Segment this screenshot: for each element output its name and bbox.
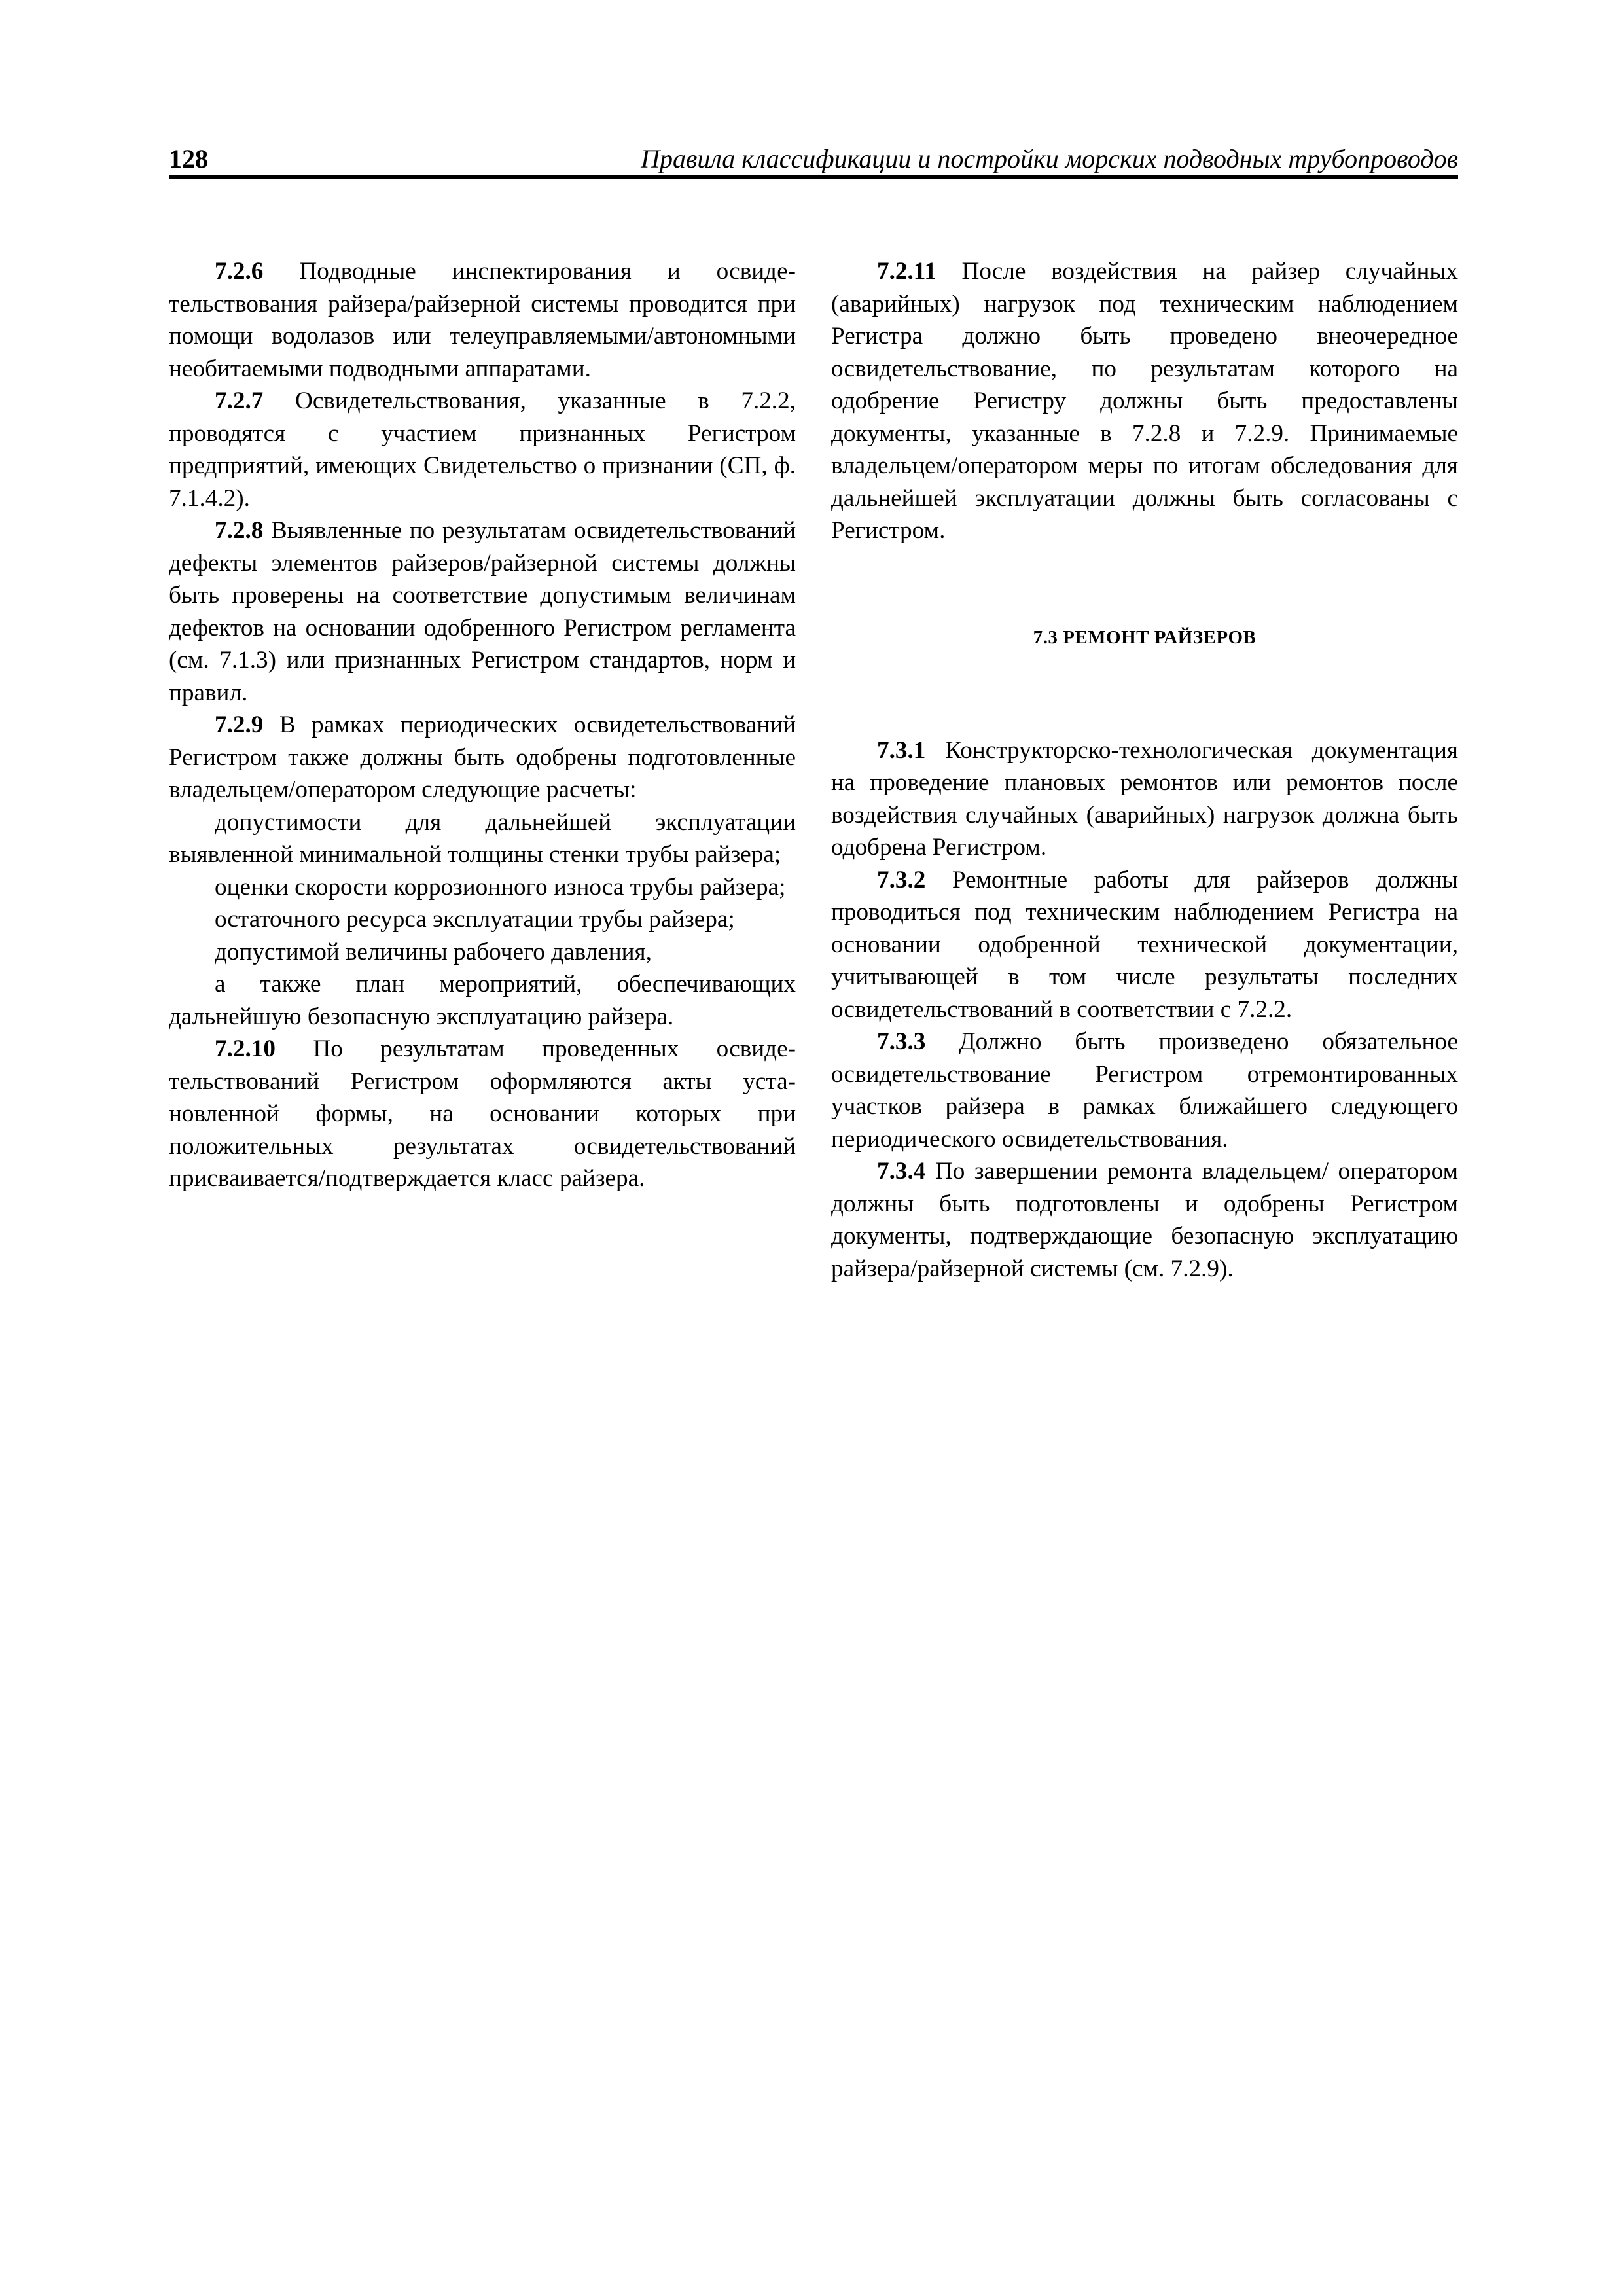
clause-text: По результатам проведенных освидетельствований Регистром оформляются акты установленной формы, на основании которых при положительных результатах освидетельствований присваивается/подтверждается класс райзера. (169, 1035, 796, 1192)
clause-text: Выявленные по результатам освидетельствований дефекты элементов райзеров/райзерной системы должны быть проверены на соответствие допустимым величинам дефектов на основании одобренного Регистром регламента (см. 7.1.3) или признанных Регистром стандартов, норм и правил. (169, 517, 796, 706)
paragraph-7-2-7 (169, 385, 796, 514)
right-column (831, 255, 1458, 1285)
clause-text: Должно быть произведено обязательное освидетельствование Регистром отремонтированных участков райзера в рамках ближайшего следующего периодического освидетельствования. (831, 1028, 1458, 1153)
clause-number: 7.2.10 (215, 1035, 276, 1062)
page-number: 128 (169, 144, 208, 173)
paragraph-7-2-11 (831, 255, 1458, 547)
paragraph-7-2-9 (169, 709, 796, 806)
clause-number: 7.3.2 (877, 866, 926, 893)
list-item: остаточного ресурса эксплуатации трубы райзера; (215, 906, 735, 933)
clause-number: 7.3.3 (877, 1028, 926, 1055)
paragraph-7-3-1 (831, 734, 1458, 864)
clause-number: 7.2.6 (215, 258, 264, 285)
paragraph-7-2-8 (169, 514, 796, 709)
clause-text: Ремонтные работы для райзеров должны проводиться под техническим наблюдением Регистра на основании одобренной технической документации, учитывающей в том числе результаты последних освидетельствований в соответствии с 7.2.2. (831, 866, 1458, 1023)
clause-text: Освидетельствования, указанные в 7.2.2, проводятся с участием признанных Регистром предприятий, имеющих Свидетельство о признании (СП, ф. 7.1.4.2). (169, 387, 796, 512)
paragraph-text: а также план мероприятий, обеспечивающих дальнейшую безопасную эксплуатацию райзера. (169, 971, 796, 1030)
list-item: оценки скорости коррозионного износа трубы райзера; (215, 873, 786, 901)
clause-text: По завершении ремонта владельцем/ оператором должны быть подготовлены и одобрены Регистром документы, подтверждающие безопасную эксплуатацию райзера/райзерной системы (см. 7.2.9). (831, 1158, 1458, 1282)
left-column (169, 255, 796, 1195)
running-title: Правила классификации и постройки морских подводных трубопроводов (641, 144, 1458, 173)
clause-number: 7.3.4 (877, 1158, 926, 1185)
page-header (169, 143, 1458, 179)
paragraph-7-3-4 (831, 1155, 1458, 1285)
list-item: допустимости для дальнейшей эксплуатации выявленной минимальной толщины стенки трубы райзера; (169, 808, 796, 868)
header-rule (169, 175, 1458, 179)
paragraph-7-2-6 (169, 255, 796, 385)
clause-number: 7.2.8 (215, 517, 264, 544)
clause-text: После воздействия на райзер случайных (аварийных) нагрузок под техническим наблюдением Регистра должно быть проведено внеочередное освидетельствование, по результатам которого на одобрение Регистру должны быть предоставлены документы, указанные в 7.2.8 и 7.2.9. Принимаемые владельцем/оператором меры по итогам обследования для дальнейшей эксплуатации должны быть согласованы с Регистром. (831, 258, 1458, 544)
paragraph-7-2-10 (169, 1033, 796, 1195)
clause-text: Конструкторско-технологическая документация на проведение плановых ремонтов или ремонтов после воздействия случайных (аварийных) нагрузок должна быть одобрена Регистром. (831, 736, 1458, 861)
paragraph-7-3-3 (831, 1026, 1458, 1155)
clause-text: В рамках периодических освидетельствований Регистром также должны быть одобрены подготовленные владельцем/оператором следующие расчеты: (169, 711, 796, 803)
clause-number: 7.3.1 (877, 736, 926, 764)
section-heading: 7.3 РЕМОНТ РАЙЗЕРОВ (1033, 626, 1257, 648)
list-item: допустимой величины рабочего давления, (215, 938, 652, 965)
clause-number: 7.2.11 (877, 258, 936, 285)
clause-number: 7.2.9 (215, 711, 264, 738)
clause-number: 7.2.7 (215, 387, 264, 414)
paragraph-7-3-2 (831, 864, 1458, 1026)
clause-text: Подводные инспектирования и освидетельствования райзера/райзерной системы проводится при помощи водолазов или телеуправляемыми/автономными необитаемыми подводными аппаратами. (169, 258, 796, 382)
